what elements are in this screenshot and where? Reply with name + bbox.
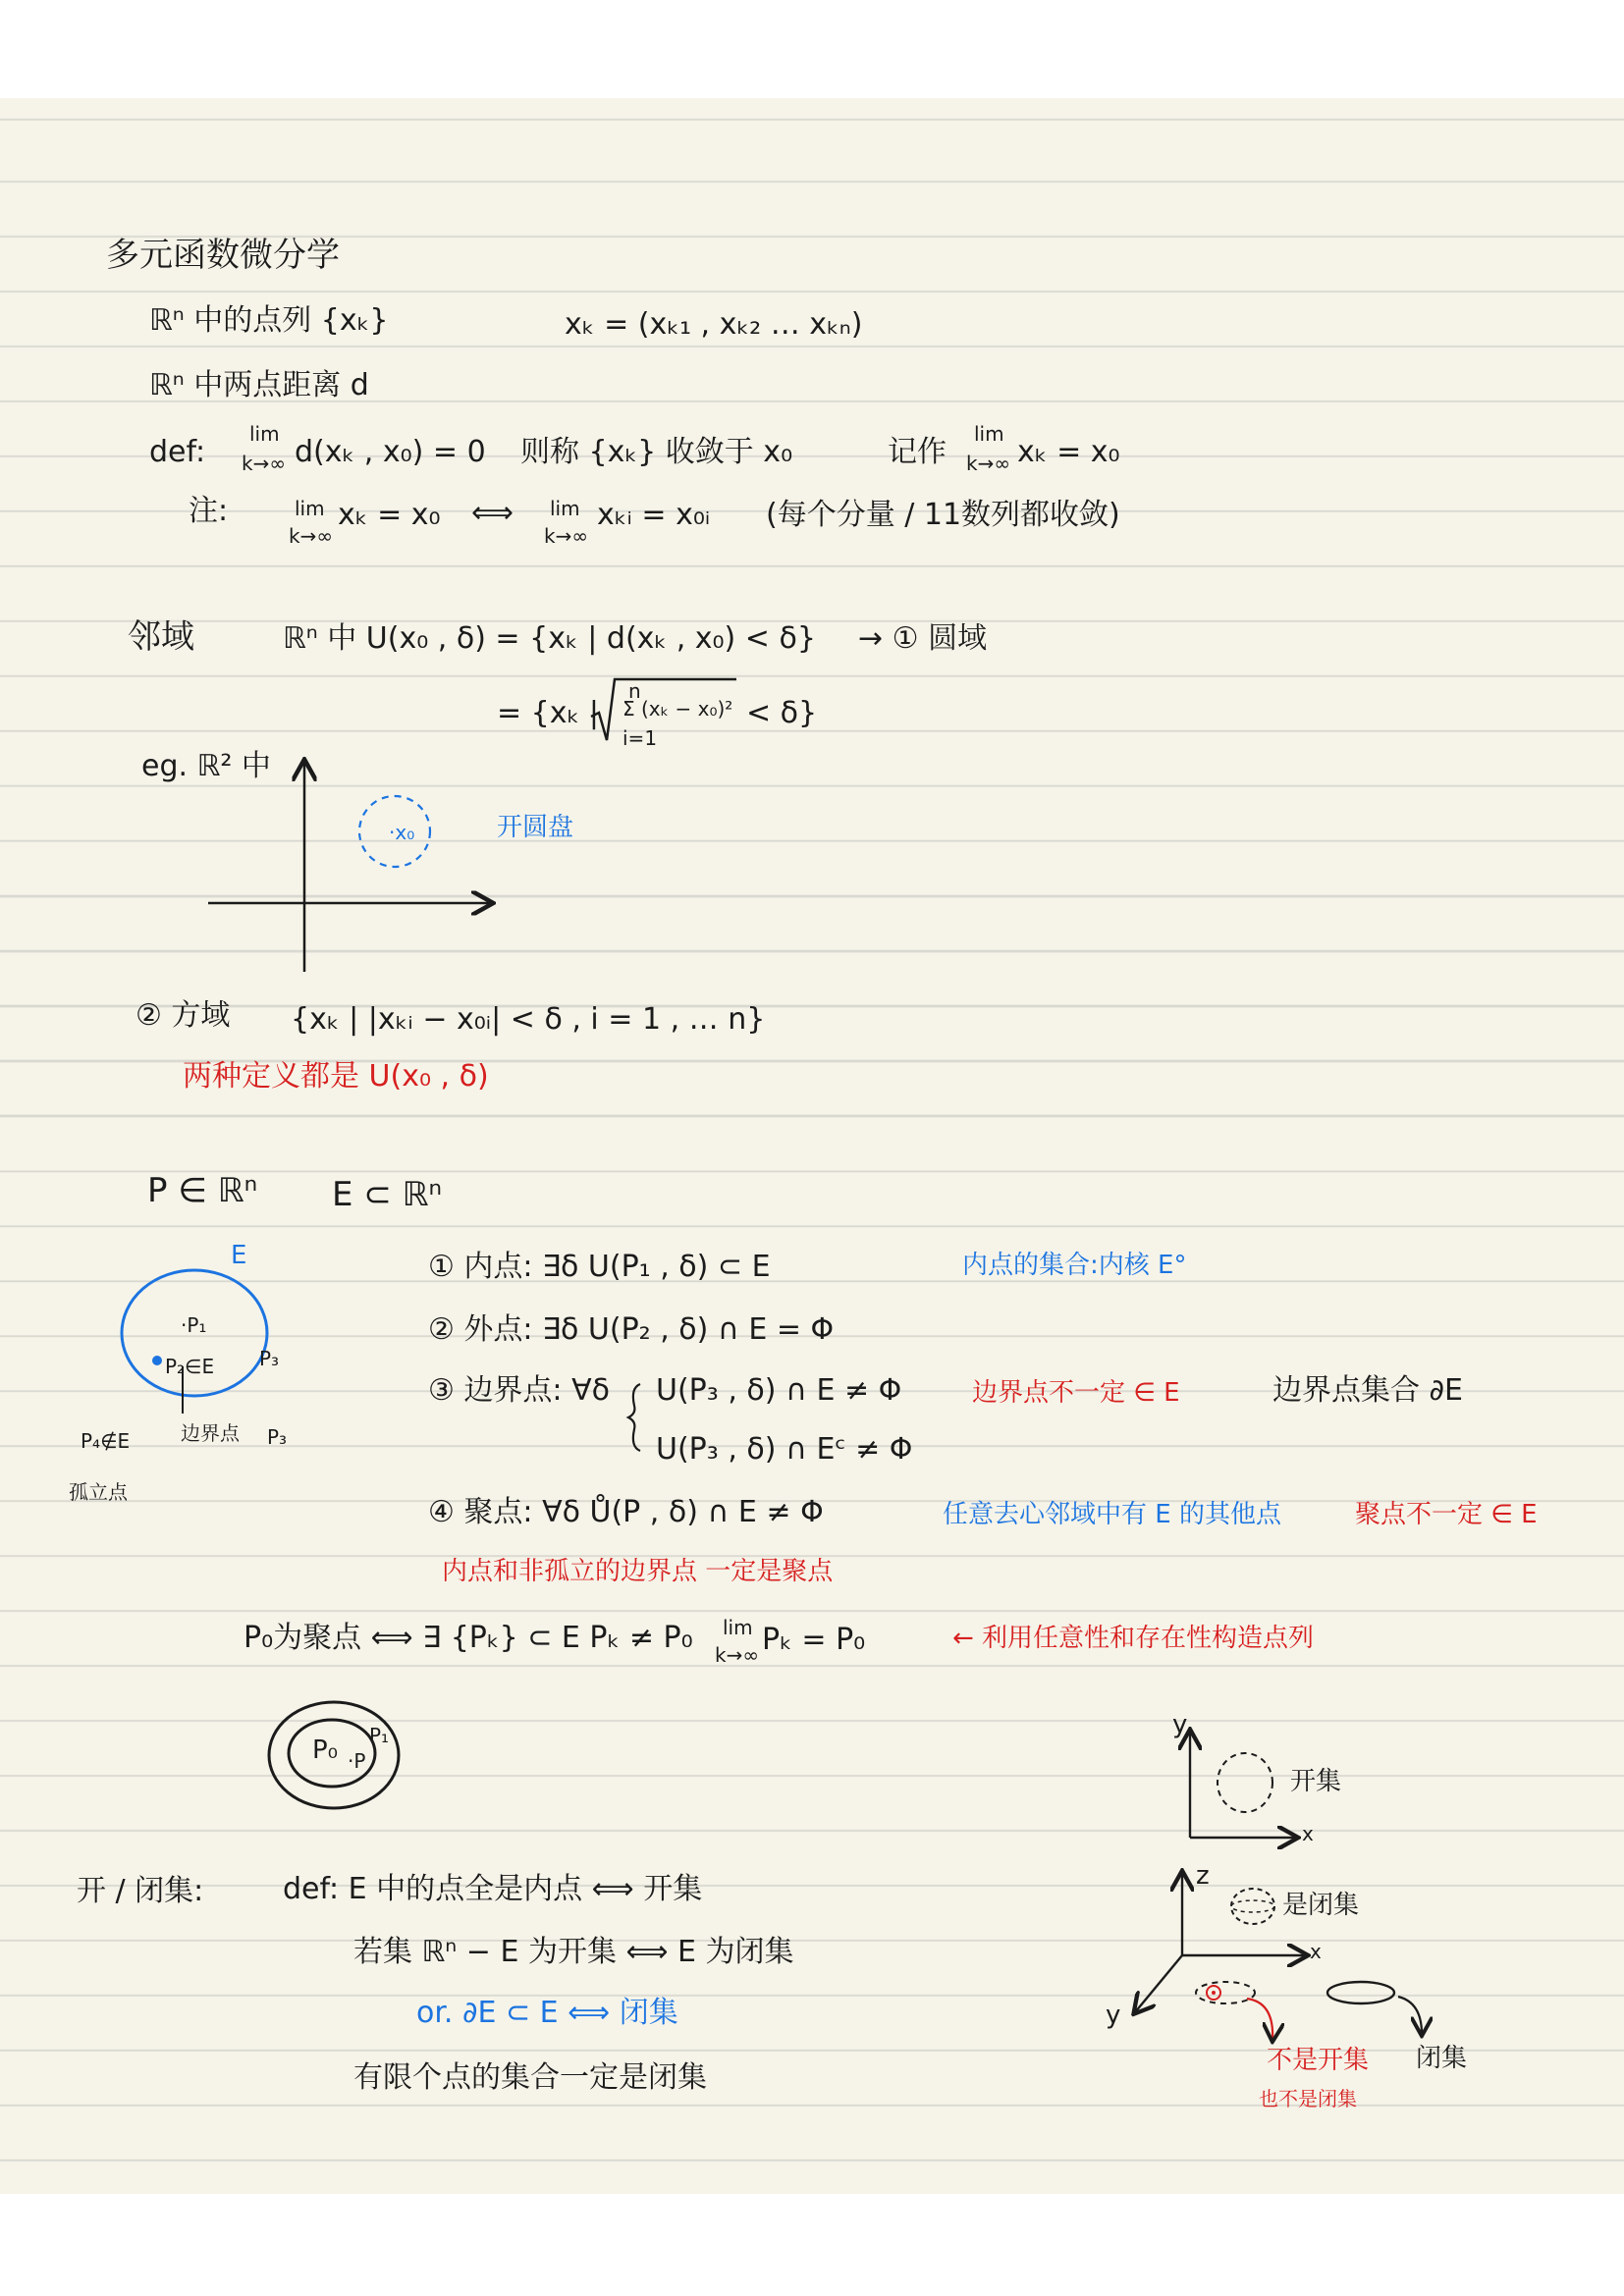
circle-p: ·P xyxy=(348,1749,366,1773)
zhu-body: xₖ = x₀ xyxy=(338,498,441,532)
fig-p3: P₃ xyxy=(259,1347,280,1370)
zhu-note: (每个分量 / 11数列都收敛) xyxy=(766,498,1120,532)
p0-lim: lim xyxy=(723,1616,753,1639)
boundary-set: 边界点集合 ∂E xyxy=(1272,1373,1464,1408)
point-x0: ·x₀ xyxy=(389,821,415,844)
zhu-body2: xₖᵢ = x₀ᵢ xyxy=(597,498,711,532)
square-label: ② 方域 xyxy=(135,998,231,1033)
3d-fig-closed: 闭集 xyxy=(1416,2044,1468,2073)
fig-p2: P₂∈E xyxy=(165,1355,215,1378)
nbhd-def1: ℝⁿ 中 U(x₀ , δ) = {xₖ | d(xₖ , x₀) < δ} xyxy=(283,621,816,656)
def-lim: lim xyxy=(249,422,280,446)
3d-fig-x: x xyxy=(1310,1940,1322,1963)
zhu-lim-sub: k→∞ xyxy=(289,524,333,548)
3d-fig-neither2: 也不是闭集 xyxy=(1259,2087,1357,2110)
open-fig-x: x xyxy=(1302,1822,1314,1845)
zhu-lim: lim xyxy=(295,497,325,520)
nbhd-def2b: < δ} xyxy=(746,696,818,730)
open-disk-label: 开圆盘 xyxy=(497,813,574,842)
points-header1: P ∈ ℝⁿ xyxy=(147,1171,258,1210)
fig-p1: ·P₁ xyxy=(181,1313,207,1337)
circle-p0: P₀ xyxy=(312,1735,339,1765)
sqrt-sign xyxy=(589,677,619,746)
exterior-def: ② 外点: ∃δ U(P₂ , δ) ∩ E = Φ xyxy=(428,1312,835,1347)
nbhd-label: 邻域 xyxy=(128,617,194,657)
nbhd-sum-sub: i=1 xyxy=(623,726,658,750)
fig-boundary: 边界点 xyxy=(181,1421,240,1445)
def-note-sub: k→∞ xyxy=(966,452,1010,475)
r2-axes xyxy=(196,754,511,980)
def-body: d(xₖ , x₀) = 0 xyxy=(295,435,486,469)
zhu-lim2: lim xyxy=(550,497,580,520)
nbhd-arrow1: → ① 圆域 xyxy=(858,621,988,656)
seq-line1: ℝⁿ 中的点列 {xₖ} xyxy=(149,303,389,338)
seq-line1-components: xₖ = (xₖ₁ , xₖ₂ … xₖₙ) xyxy=(565,307,863,342)
limit-note2: 聚点不一定 ∈ E xyxy=(1355,1500,1538,1529)
nbhd-def2a: = {xₖ | xyxy=(497,696,599,730)
boundary-cond1: U(P₃ , δ) ∩ E ≠ Φ xyxy=(656,1373,902,1408)
3d-axes xyxy=(1100,1861,1434,2052)
boundary-note: 边界点不一定 ∈ E xyxy=(972,1378,1180,1408)
openclosed-def: def: E 中的点全是内点 ⟺ 开集 xyxy=(283,1872,703,1906)
p0-limit-left: P₀为聚点 ⟺ ∃ {Pₖ} ⊂ E Pₖ ≠ P₀ xyxy=(244,1621,693,1655)
limit-note: 任意去心邻域中有 E 的其他点 xyxy=(943,1500,1281,1529)
boundary-def: ③ 边界点: ∀δ xyxy=(428,1373,610,1408)
points-header2: E ⊂ ℝⁿ xyxy=(332,1175,443,1214)
3d-fig-closed-ball: 是闭集 xyxy=(1282,1891,1360,1920)
interior-def: ① 内点: ∃δ U(P₁ , δ) ⊂ E xyxy=(428,1250,771,1284)
open-fig-label: 开集 xyxy=(1290,1767,1342,1796)
fig-isolated: 孤立点 xyxy=(69,1480,128,1504)
p0-lim-sub: k→∞ xyxy=(715,1643,759,1667)
set-e-diagram xyxy=(108,1266,295,1414)
nbhd-sum-top: n xyxy=(628,679,641,703)
circle-p1: P₁ xyxy=(369,1724,390,1747)
zhu-lim2-sub: k→∞ xyxy=(544,524,588,548)
def-label: def: xyxy=(149,435,206,469)
limit-red-note: 内点和非孤立的边界点 一定是聚点 xyxy=(442,1557,834,1586)
square-def: {xₖ | |xₖᵢ − x₀ᵢ| < δ , i = 1 , … n} xyxy=(291,1002,766,1037)
fig-p3b: P₃ xyxy=(267,1425,288,1449)
interior-note: 内点的集合:内核 E° xyxy=(962,1251,1187,1280)
def-then: 则称 {xₖ} 收敛于 x₀ xyxy=(520,435,793,469)
limit-def: ④ 聚点: ∀δ Ů(P , δ) ∩ E ≠ Φ xyxy=(428,1495,824,1529)
page-title: 多元函数微分学 xyxy=(106,236,340,275)
boundary-brace xyxy=(626,1382,646,1453)
3d-fig-z: z xyxy=(1196,1861,1210,1891)
nbhd-sigma: Σ (xₖ − x₀)² xyxy=(623,697,733,721)
seq-line2: ℝⁿ 中两点距离 d xyxy=(149,368,369,402)
p0-note: ← 利用任意性和存在性构造点列 xyxy=(952,1624,1315,1653)
eg-label: eg. ℝ² 中 xyxy=(141,749,271,783)
openclosed-def2: 若集 ℝⁿ − E 为开集 ⟺ E 为闭集 xyxy=(353,1935,794,1969)
both-defs-note: 两种定义都是 U(x₀ , δ) xyxy=(183,1059,489,1094)
def-note-body: xₖ = x₀ xyxy=(1017,435,1120,469)
openclosed-finite: 有限个点的集合一定是闭集 xyxy=(353,2060,707,2095)
p0-limit-body: Pₖ = P₀ xyxy=(762,1623,866,1657)
fig-p4: P₄∉E xyxy=(81,1429,131,1453)
openclosed-or: or. ∂E ⊂ E ⟺ 闭集 xyxy=(416,1996,678,2030)
zhu-label: 注: xyxy=(189,494,229,528)
3d-fig-y: y xyxy=(1106,2001,1121,2030)
open-fig-y: y xyxy=(1172,1710,1188,1739)
zhu-iff: ⟺ xyxy=(471,496,514,530)
openclosed-label: 开 / 闭集: xyxy=(77,1874,204,1908)
set-e-label: E xyxy=(231,1241,247,1270)
def-note-lim: lim xyxy=(974,422,1004,446)
def-lim-sub: k→∞ xyxy=(242,452,286,475)
def-note: 记作 xyxy=(888,435,947,469)
boundary-cond2: U(P₃ , δ) ∩ Eᶜ ≠ Φ xyxy=(656,1432,913,1467)
3d-fig-neither: 不是开集 xyxy=(1267,2046,1370,2075)
